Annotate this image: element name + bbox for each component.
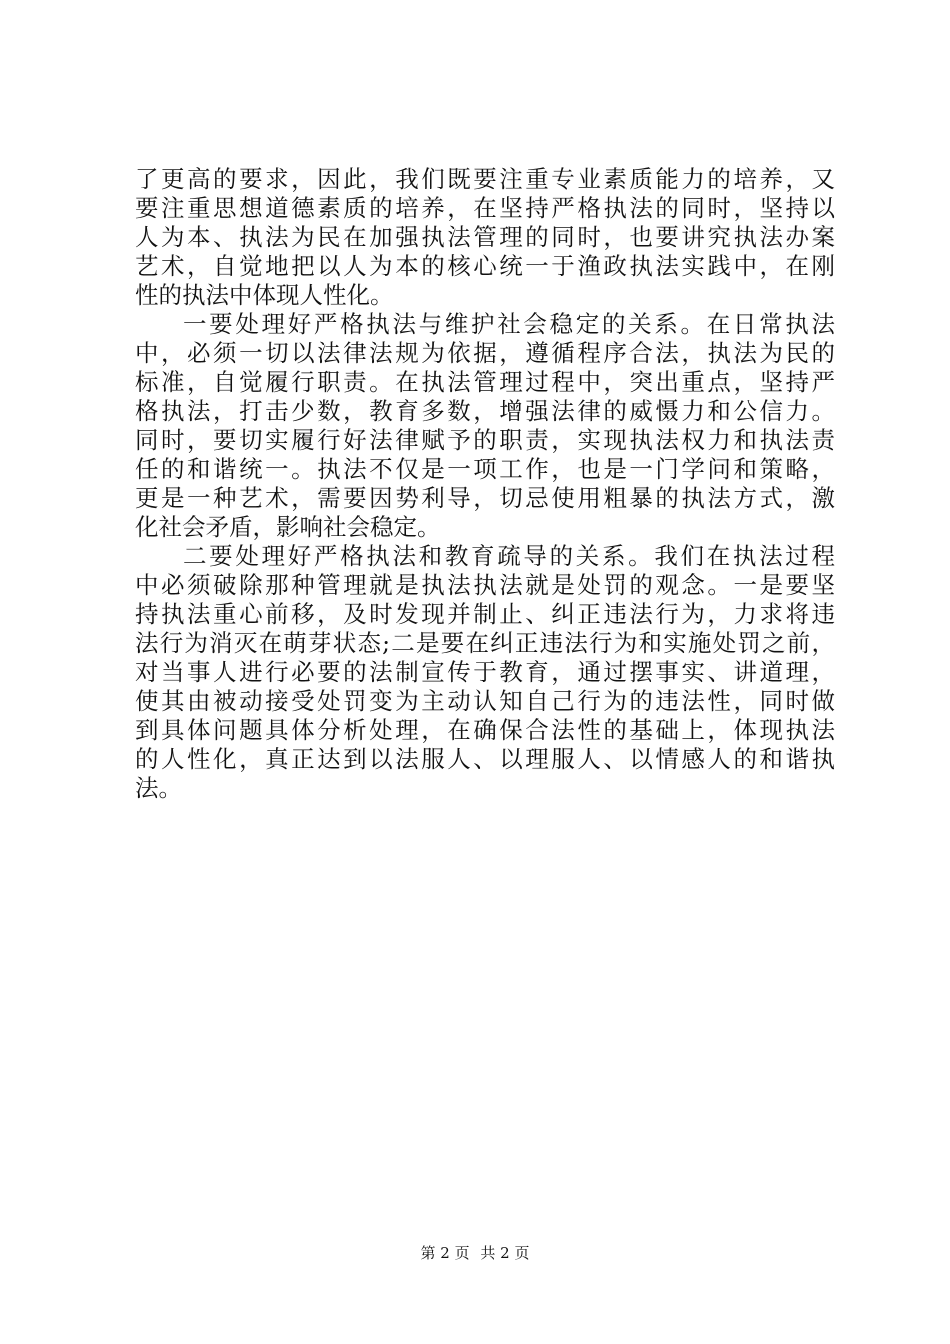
page-total: 共 2 页 <box>480 1244 530 1262</box>
text-line: 艺术，自觉地把以人为本的核心统一于渔政执法实践中，在刚 <box>135 252 835 280</box>
text-line: 法。 <box>135 774 182 802</box>
page-number: 第 2 页 <box>420 1244 470 1262</box>
text-line: 标准，自觉履行职责。在执法管理过程中，突出重点，坚持严 <box>135 368 835 396</box>
text-line: 任的和谐统一。执法不仅是一项工作，也是一门学问和策略， <box>135 455 835 483</box>
text-line: 同时，要切实履行好法律赋予的职责，实现执法权力和执法责 <box>135 426 835 454</box>
text-line: 中必须破除那种管理就是执法执法就是处罚的观念。一是要坚 <box>135 571 835 599</box>
text-line: 持执法重心前移，及时发现并制止、纠正违法行为，力求将违 <box>135 600 835 628</box>
text-line: 人为本、执法为民在加强执法管理的同时，也要讲究执法办案 <box>135 223 835 251</box>
text-line: 二要处理好严格执法和教育疏导的关系。我们在执法过程 <box>183 542 835 570</box>
text-line: 化社会矛盾，影响社会稳定。 <box>135 513 441 541</box>
text-line: 更是一种艺术，需要因势利导，切忌使用粗暴的执法方式，激 <box>135 484 835 512</box>
page-footer <box>0 1243 950 1263</box>
text-line: 的人性化，真正达到以法服人、以理服人、以情感人的和谐执 <box>135 745 835 773</box>
text-line: 使其由被动接受处罚变为主动认知自己行为的违法性，同时做 <box>135 687 835 715</box>
text-line: 中，必须一切以法律法规为依据，遵循程序合法，执法为民的 <box>135 339 835 367</box>
text-line: 到具体问题具体分析处理，在确保合法性的基础上，体现执法 <box>135 716 835 744</box>
text-line: 要注重思想道德素质的培养，在坚持严格执法的同时，坚持以 <box>135 194 835 222</box>
document-body <box>135 165 835 803</box>
text-line: 法行为消灭在萌芽状态;二是要在纠正违法行为和实施处罚之前， <box>135 629 835 657</box>
text-line: 性的执法中体现人性化。 <box>135 281 394 309</box>
text-line: 了更高的要求，因此，我们既要注重专业素质能力的培养，又 <box>135 165 835 193</box>
text-line: 一要处理好严格执法与维护社会稳定的关系。在日常执法 <box>183 310 835 338</box>
text-line: 格执法，打击少数，教育多数，增强法律的威慑力和公信力。 <box>135 397 835 425</box>
text-line: 对当事人进行必要的法制宣传于教育，通过摆事实、讲道理， <box>135 658 835 686</box>
